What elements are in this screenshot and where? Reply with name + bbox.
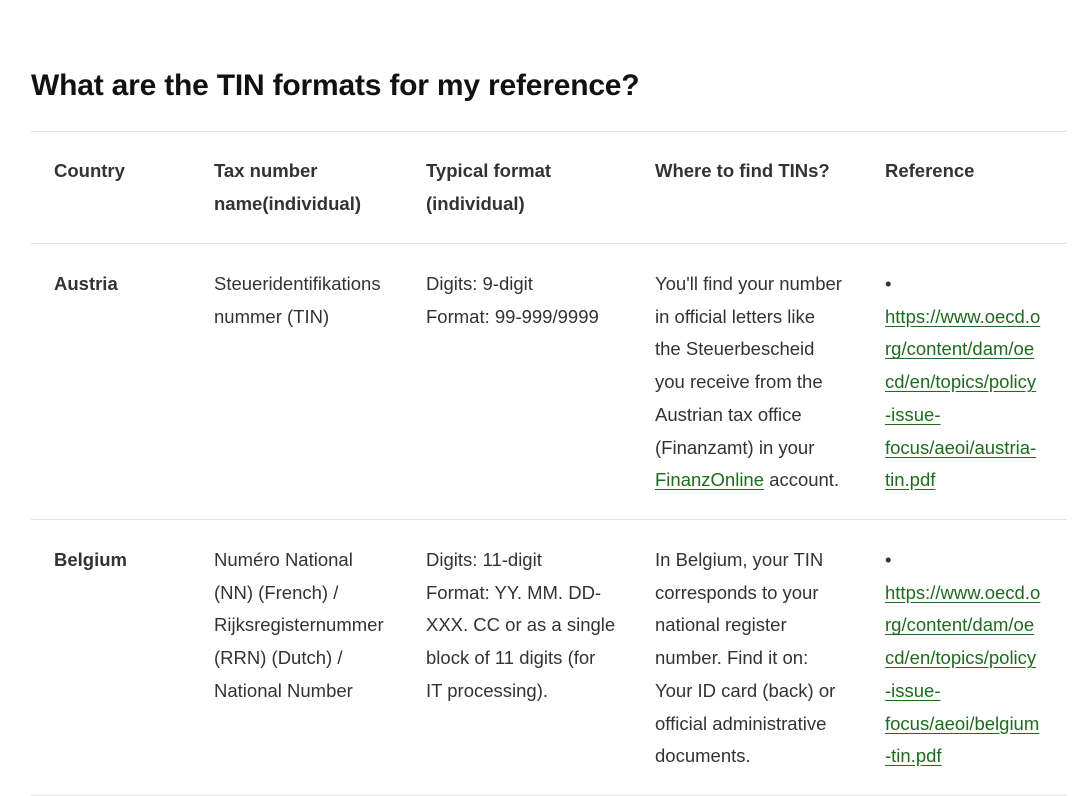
format-cell: Digits: 11-digit Format: YY. MM. DD- XXX. CC or as a single block of 11 digits (for IT processing). <box>426 549 616 701</box>
where-cell: In Belgium, your TIN corresponds to your national register number. Find it on: Your ID card (back) or official administrative documents. <box>655 549 836 767</box>
format-cell: Digits: 9-digit Format: 99-999/9999 <box>426 273 599 327</box>
header-typical-format: Typical format (individual) <box>426 160 552 214</box>
header-where-to-find: Where to find TINs? <box>655 160 830 181</box>
bullet-marker: • <box>885 549 892 570</box>
tin-formats-table <box>31 131 1067 796</box>
austria-tin-reference-link[interactable]: https://www.oecd.o rg/content/dam/oe cd/en/topics/policy -issue- focus/aeoi/austria- tin.pdf <box>885 305 1041 491</box>
table-header-row <box>31 132 1067 244</box>
where-cell: You'll find your number in official letters like the Steuerbescheid you receive from the Austrian tax office (Finanzamt) in your FinanzOnline account. <box>655 273 842 491</box>
reference-cell <box>885 268 1067 497</box>
tax-name-cell: Steueridentifikations nummer (TIN) <box>214 273 381 327</box>
reference-cell <box>885 544 1067 773</box>
header-reference: Reference <box>885 160 975 181</box>
belgium-tin-reference-link[interactable]: https://www.oecd.o rg/content/dam/oe cd/en/topics/policy -issue- focus/aeoi/belgium -tin.pdf <box>885 581 1041 767</box>
bullet-marker: • <box>885 273 892 294</box>
table-row <box>31 244 1067 520</box>
table-row <box>31 520 1067 796</box>
header-country: Country <box>54 160 125 181</box>
country-cell: Austria <box>54 273 118 294</box>
page-title: What are the TIN formats for my reference? <box>31 69 640 102</box>
finanzonline-link[interactable]: FinanzOnline <box>655 469 765 491</box>
country-cell: Belgium <box>54 549 127 570</box>
tax-name-cell: Numéro National (NN) (French) / Rijksregisternummer (RRN) (Dutch) / National Number <box>214 549 384 701</box>
header-tax-number-name: Tax number name(individual) <box>214 160 361 214</box>
